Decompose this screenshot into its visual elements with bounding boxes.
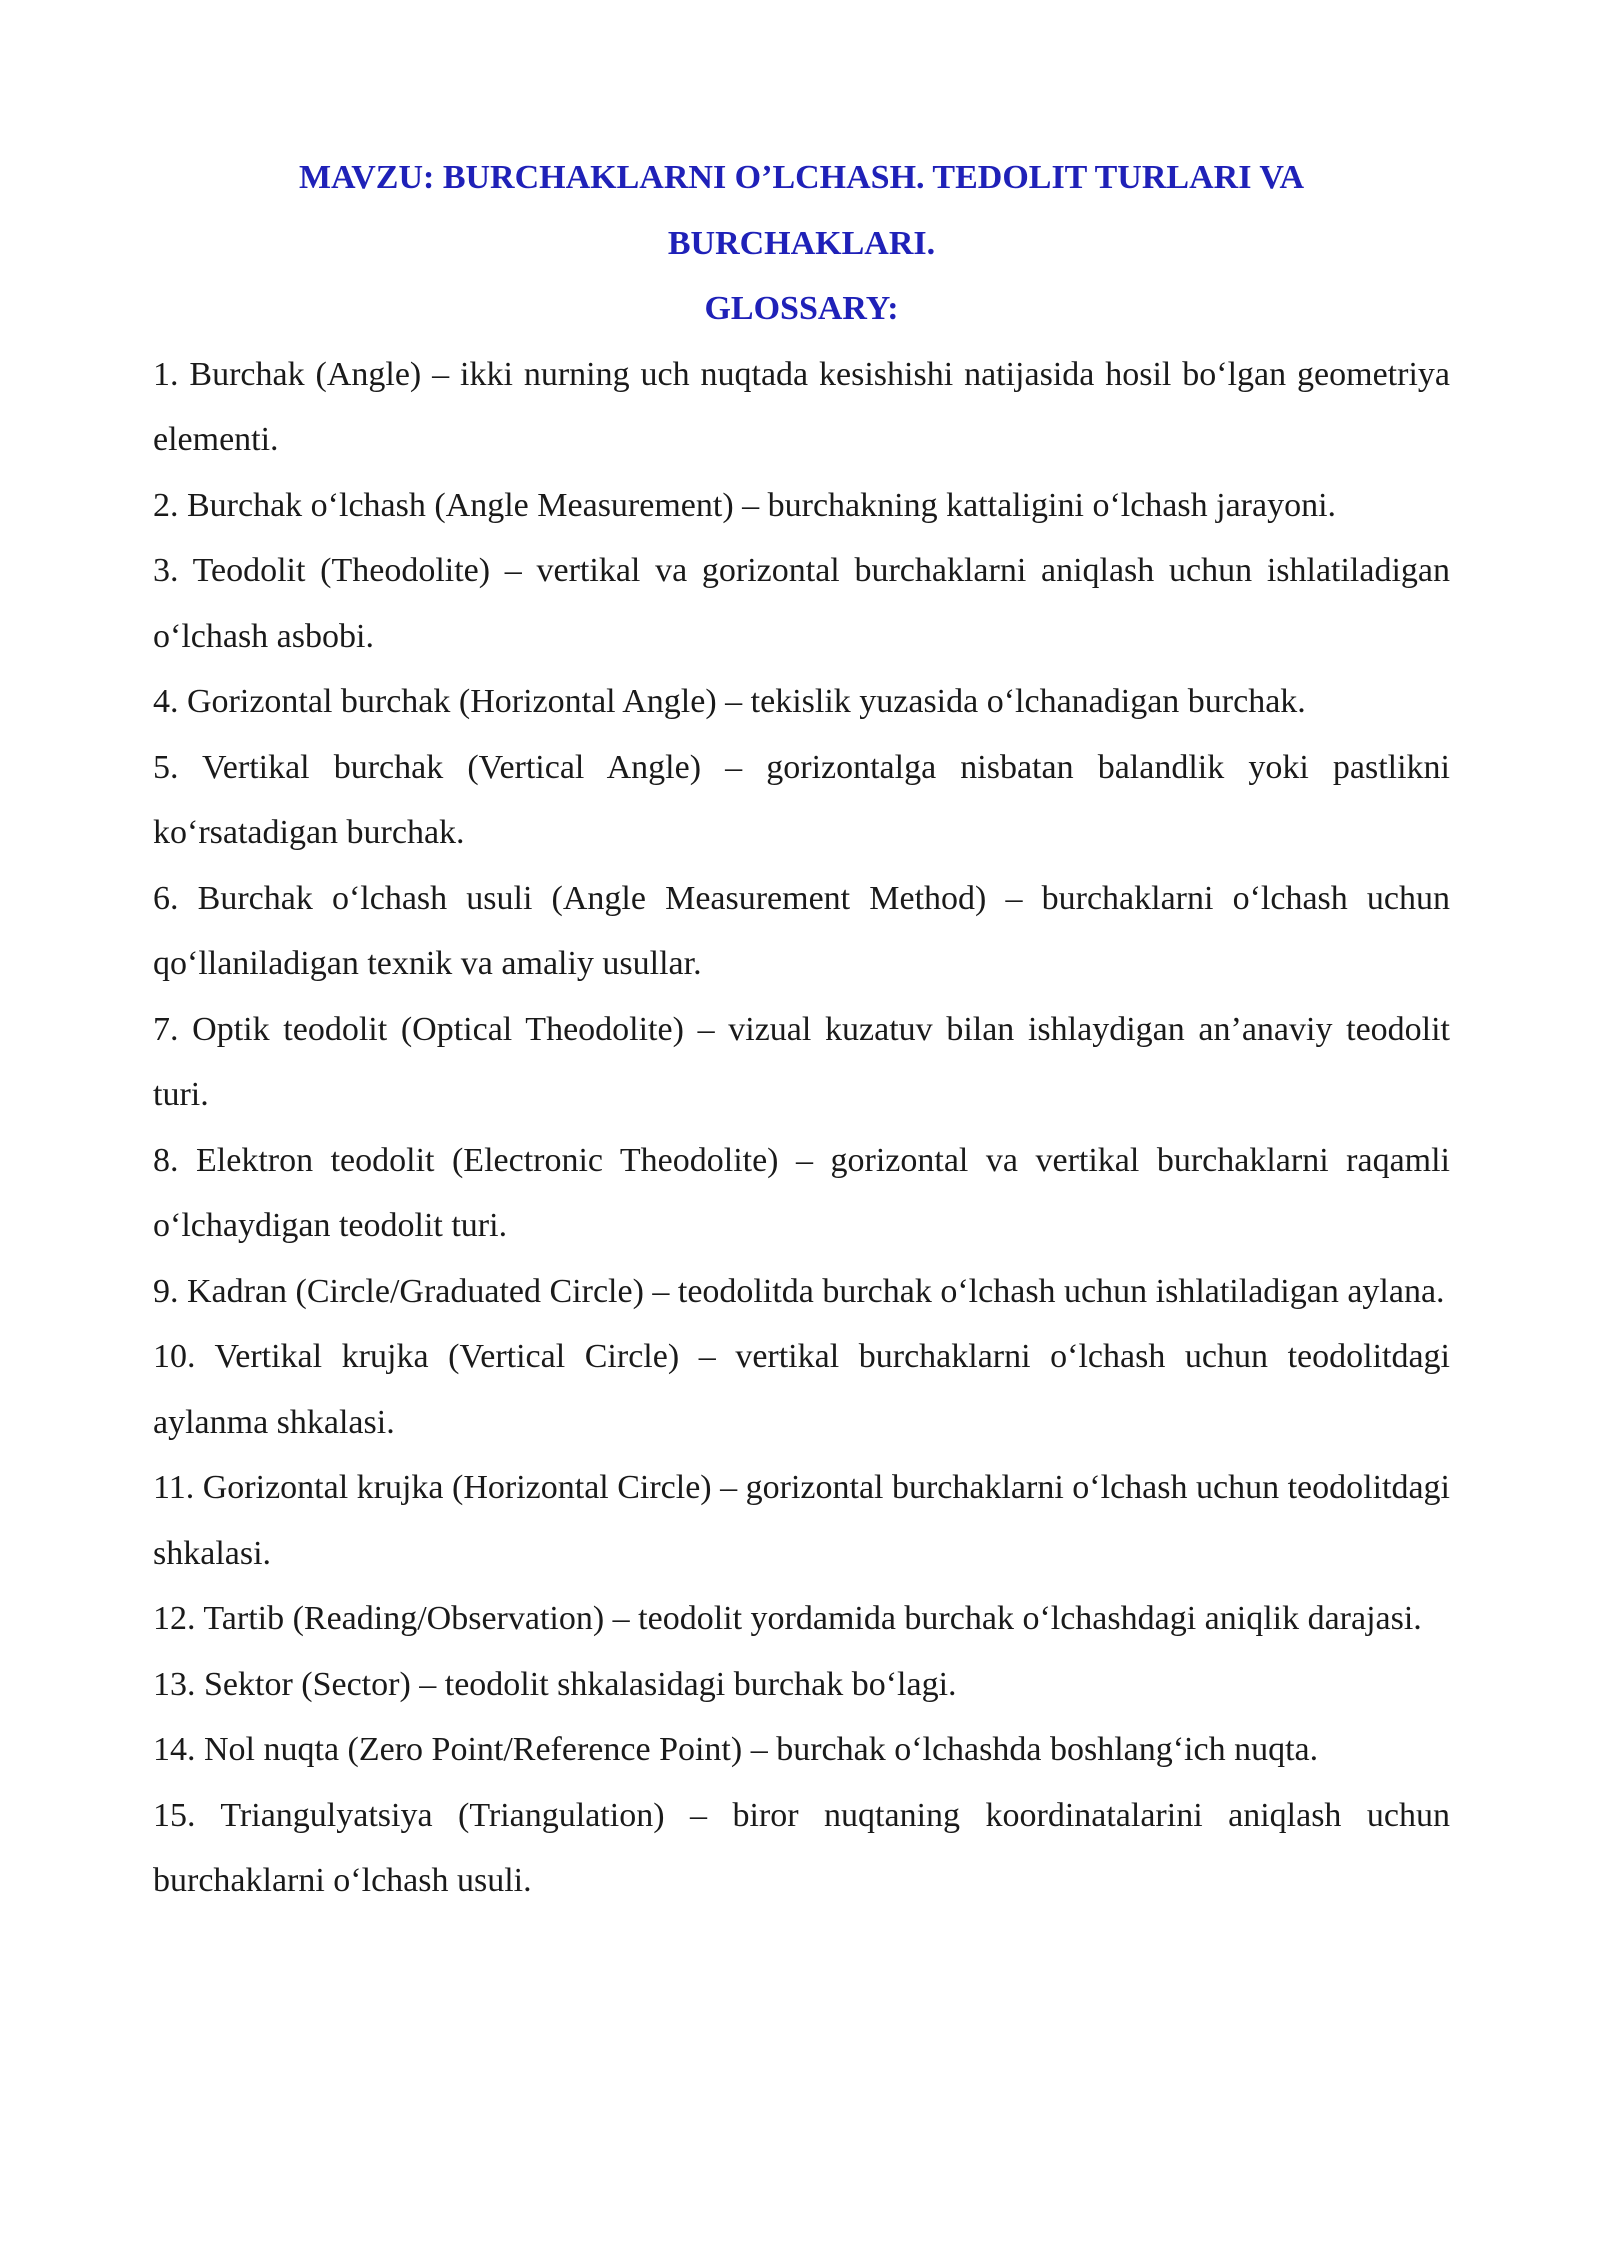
glossary-item: 5. Vertikal burchak (Vertical Angle) – gorizontalga nisbatan balandlik yoki pastlikni ko‘rsatadigan burchak. bbox=[153, 748, 1450, 851]
glossary-item: 9. Kadran (Circle/Graduated Circle) – teodolitda burchak o‘lchash uchun ishlatiladigan aylana. bbox=[153, 1272, 1445, 1310]
glossary-item: 12. Tartib (Reading/Observation) – teodolit yordamida burchak o‘lchashdagi aniqlik darajasi. bbox=[153, 1600, 1422, 1637]
glossary-item: 6. Burchak o‘lchash usuli (Angle Measurement Method) – burchaklarni o‘lchash uchun qo‘llaniladigan texnik va amaliy usullar. bbox=[153, 879, 1450, 982]
glossary-item: 11. Gorizontal krujka (Horizontal Circle) – gorizontal burchaklarni o‘lchash uchun teodolitdagi shkalasi. bbox=[153, 1469, 1450, 1572]
glossary-item: 10. Vertikal krujka (Vertical Circle) – vertikal burchaklarni o‘lchash uchun teodolitdagi aylanma shkalasi. bbox=[153, 1338, 1450, 1441]
glossary-item: 13. Sektor (Sector) – teodolit shkalasidagi burchak bo‘lagi. bbox=[153, 1665, 957, 1703]
glossary-item: 15. Triangulyatsiya (Triangulation) – biror nuqtaning koordinatalarini aniqlash uchun burchaklarni o‘lchash usuli. bbox=[153, 1796, 1450, 1899]
glossary-item: 3. Teodolit (Theodolite) – vertikal va gorizontal burchaklarni aniqlash uchun ishlatiladigan o‘lchash asbobi. bbox=[153, 552, 1450, 655]
glossary-heading: GLOSSARY: bbox=[704, 290, 899, 327]
document-title-line-1: MAVZU: BURCHAKLARNI O’LCHASH. TEDOLIT TURLARI VA bbox=[298, 159, 1305, 196]
glossary-item: 1. Burchak (Angle) – ikki nurning uch nuqtada kesishishi natijasida hosil bo‘lgan geometriya elementi. bbox=[153, 355, 1450, 458]
glossary-item: 14. Nol nuqta (Zero Point/Reference Point) – burchak o‘lchashda boshlang‘ich nuqta. bbox=[153, 1731, 1319, 1768]
glossary-item: 4. Gorizontal burchak (Horizontal Angle) – tekislik yuzasida o‘lchanadigan burchak. bbox=[153, 683, 1306, 720]
document-title bbox=[153, 145, 1450, 276]
document-title-line-2: BURCHAKLARI. bbox=[667, 224, 936, 262]
glossary-list bbox=[153, 342, 1450, 1914]
glossary-item: 7. Optik teodolit (Optical Theodolite) – vizual kuzatuv bilan ishlaydigan an’anaviy teodolit turi. bbox=[153, 1010, 1450, 1113]
glossary-item: 2. Burchak o‘lchash (Angle Measurement) – burchakning kattaligini o‘lchash jarayoni. bbox=[153, 486, 1337, 524]
document-page bbox=[153, 145, 1450, 1914]
glossary-item: 8. Elektron teodolit (Electronic Theodolite) – gorizontal va vertikal burchaklarni raqamli o‘lchaydigan teodolit turi. bbox=[153, 1141, 1450, 1244]
